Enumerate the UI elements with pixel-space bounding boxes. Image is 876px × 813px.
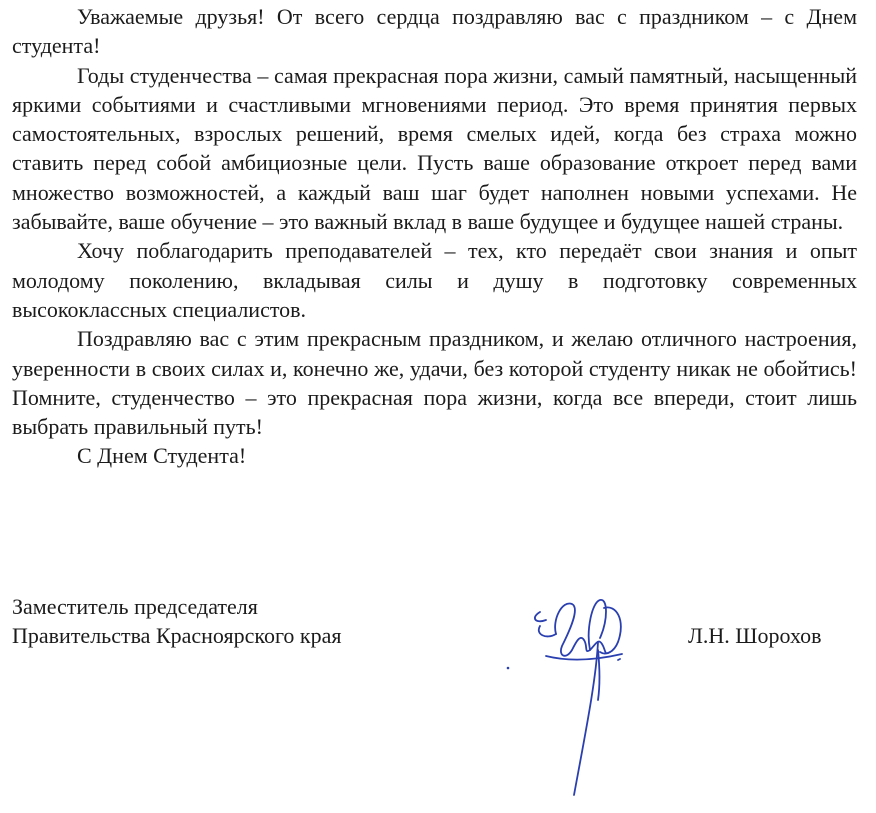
signer-name: Л.Н. Шорохов [688, 623, 822, 648]
body-paragraph-2: Хочу поблагодарить преподавателей – тех, кто передаёт свои знания и опыт молодому поколению, вкладывая силы и душу в подготовку современных высококлассных специалистов. [12, 238, 857, 322]
letter-body [12, 2, 857, 471]
greeting-paragraph: Уважаемые друзья! От всего сердца поздравляю вас с праздником – с Днем студента! [12, 4, 857, 59]
handwritten-signature-icon [500, 590, 660, 808]
body-paragraph-1: Годы студенчества – самая прекрасная пора жизни, самый памятный, насыщенный яркими событиями и счастливыми мгновениями период. Это время принятия первых самостоятельных, взрослых решений, время смелых идей, когда без страха можно ставить перед собой амбициозные цели. Пусть ваше образование откроет перед вами множество возможностей, а каждый ваш шаг будет наполнен новыми успехами. Не забывайте, ваше обучение – это важный вклад в ваше будущее и будущее нашей страны. [12, 62, 857, 235]
body-paragraph-3: Поздравляю вас с этим прекрасным праздником, и желаю отличного настроения, уверенности в своих силах и, конечно же, удачи, без которой студенту никак не обойтись! Помните, студенчество – это прекрасная пора жизни, когда все впереди, стоит лишь выбрать правильный путь! [12, 326, 857, 440]
position-line-1: Заместитель председателя [12, 594, 258, 619]
signatory-position [12, 592, 342, 651]
closing-line: С Днем Студента! [77, 443, 247, 469]
position-line-2: Правительства Красноярского края [12, 623, 342, 649]
